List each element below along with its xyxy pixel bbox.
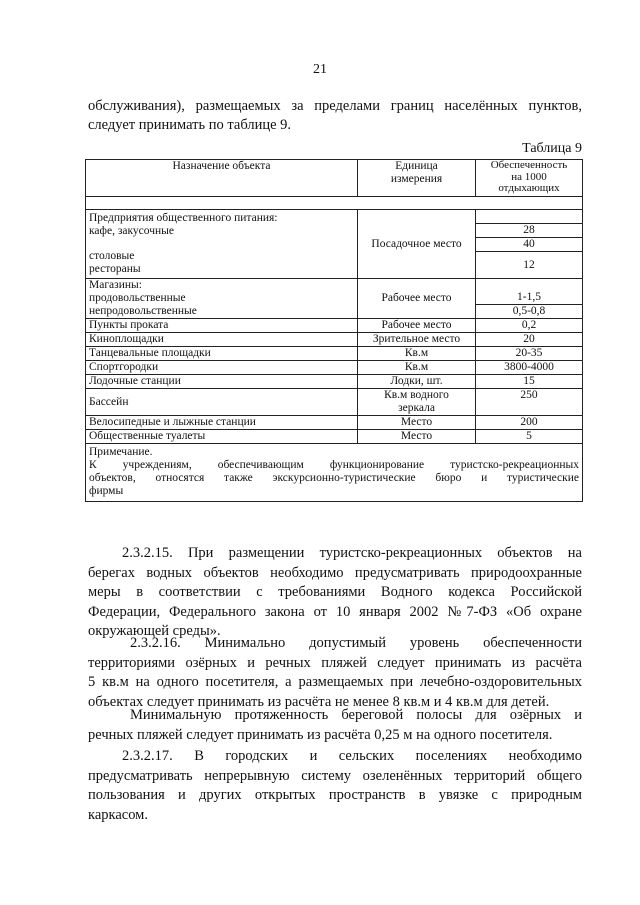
header-supply: Обеспеченность на 1000 отдыхающих — [476, 160, 583, 197]
table-note: Примечание. К учреждениям, обеспечивающим функционирование туристско-рекреационных объектов, относятся также экскурсионно-туристические бюро и туристические фирмы — [86, 444, 583, 502]
shops-unit: Рабочее место — [358, 279, 476, 319]
table-row: Пункты проката Рабочее место 0,2 — [86, 319, 583, 333]
norms-table — [85, 159, 583, 502]
table-row: Спортгородки Кв.м 3800-4000 — [86, 361, 583, 375]
intro-line: обслуживания), размещаемых за пределами границ населённых пунктов, — [88, 98, 582, 114]
table-row — [86, 210, 583, 224]
table-row — [86, 389, 583, 416]
shops-value: 1-1,5 — [476, 279, 583, 305]
catering-value: 12 — [476, 252, 583, 279]
paragraph-2-3-2-16: 2.3.2.16. Минимально допустимый уровень обеспеченности территориями озёрных и речных пляжей следует принимать из расчёта 5 кв.м на одного посетителя, а размещаемых при лечебно-оздоровительных объектах следует принимать из расчёта не менее 8 кв.м и 4 кв.м для детей. — [88, 635, 582, 710]
intro-line: следует принимать по таблице 9. — [88, 117, 292, 133]
paragraph-beach-length: Минимальную протяженность береговой полосы для озёрных и речных пляжей следует принимать из расчёта 0,25 м на одного посетителя. — [88, 707, 582, 743]
table-row: Киноплощадки Зрительное место 20 — [86, 333, 583, 347]
catering-unit: Посадочное место — [358, 210, 476, 279]
table-row: Велосипедные и лыжные станции Место 200 — [86, 416, 583, 430]
table-header-row — [86, 160, 583, 197]
paragraph-2-3-2-15: 2.3.2.15. При размещении туристско-рекреационных объектов на берегах водных объектов необходимо предусматривать природоохранные меры в соответствии с требованиями Водного кодекса Российской Федерации, Федерального закона от 10 января 2002 №7-ФЗ «Об охране окружающей среды». — [88, 545, 582, 639]
table-row: Танцевальные площадки Кв.м 20-35 — [86, 347, 583, 361]
catering-name: Предприятия общественного питания: кафе, закусочные столовые рестораны — [86, 210, 358, 279]
table-caption: Таблица 9 — [522, 141, 582, 156]
pool-name: Бассейн — [86, 389, 358, 416]
table-row: Общественные туалеты Место 5 — [86, 430, 583, 444]
catering-value: 40 — [476, 238, 583, 252]
table-gap — [86, 197, 583, 210]
table-row: Лодочные станции Лодки, шт. 15 — [86, 375, 583, 389]
table-note-row — [86, 444, 583, 502]
paragraph-2-3-2-17: 2.3.2.17. В городских и сельских поселениях необходимо предусматривать непрерывную систему озеленённых территорий общего пользования и других открытых пространств в увязке с природным каркасом. — [88, 748, 582, 823]
pool-unit: Кв.м водного зеркала — [358, 389, 476, 416]
table-row — [86, 279, 583, 305]
header-unit: Единица измерения — [358, 160, 476, 197]
catering-value: 28 — [476, 224, 583, 238]
header-name: Назначение объекта — [86, 160, 358, 197]
shops-value: 0,5-0,8 — [476, 305, 583, 319]
page-number: 21 — [313, 62, 327, 77]
pool-value: 250 — [476, 389, 583, 416]
shops-name: Магазины: продовольственные непродовольственные — [86, 279, 358, 319]
intro-text — [88, 97, 582, 135]
